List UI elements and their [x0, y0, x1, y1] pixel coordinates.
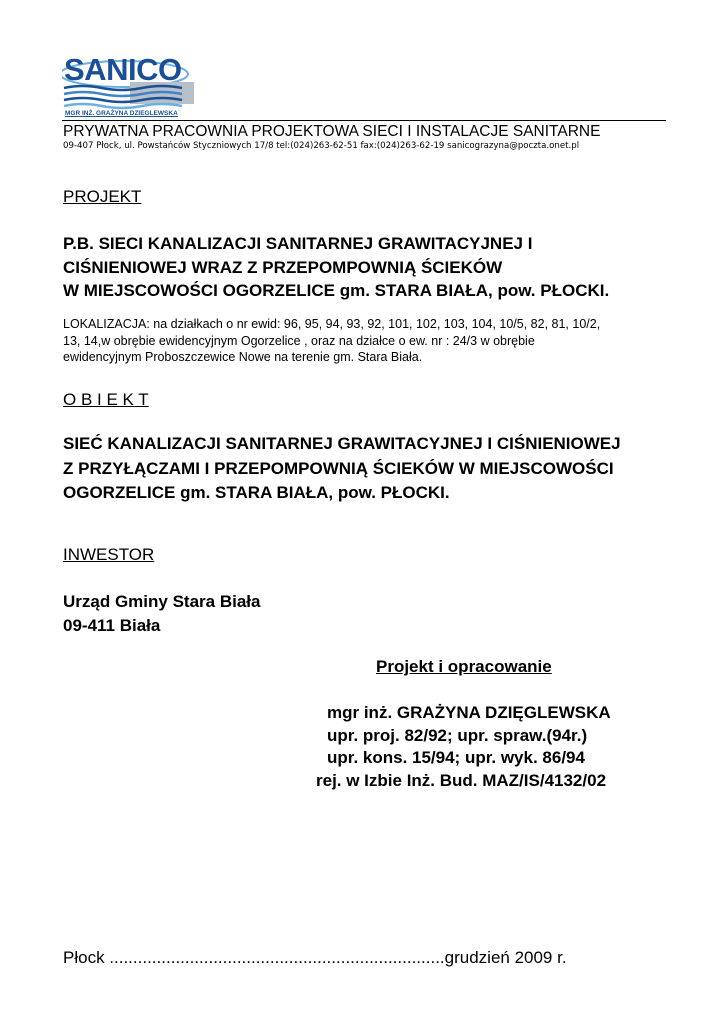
location-text	[63, 316, 600, 366]
location-line: ewidencyjnym Proboszczewice Nowe na terenie gm. Stara Biała.	[63, 350, 423, 364]
obiekt-title-line: OGORZELICE gm. STARA BIAŁA, pow. PŁOCKI.	[63, 483, 450, 502]
logo-brand: SANICO	[64, 52, 182, 87]
projekt-title-line: P.B. SIECI KANALIZACJI SANITARNEJ GRAWITACYJNEJ I	[63, 234, 533, 253]
inwestor-heading: INWESTOR	[63, 545, 155, 564]
projekt-heading: PROJEKT	[63, 187, 142, 206]
location-line: 13, 14,w obrębie ewidencyjnym Ogorzelice , oraz na działce o ew. nr : 24/3 w obrębie	[63, 333, 535, 348]
obiekt-heading: O B I E K T	[63, 390, 149, 409]
author-registration: rej. w Izbie Inż. Bud. MAZ/IS/4132/02	[316, 771, 607, 790]
projekt-title	[63, 232, 609, 303]
author-credential: upr. proj. 82/92; upr. spraw.(94r.)	[327, 726, 588, 745]
author-credential: upr. kons. 15/94; upr. wyk. 86/94	[327, 748, 585, 767]
projekt-title-line: CIŚNIENIOWEJ WRAZ Z PRZEPOMPOWNIĄ ŚCIEKÓW	[63, 257, 503, 277]
author-name: mgr inż. GRAŻYNA DZIĘGLEWSKA	[327, 703, 611, 722]
projekt-title-line: W MIEJSCOWOŚCI OGORZELICE gm. STARA BIAŁA, pow. PŁOCKI.	[63, 281, 610, 300]
inwestor-line: 09-411 Biała	[63, 615, 161, 635]
firm-address: 09-407 Płock, ul. Powstańców Styczniowych 17/8 tel:(024)263-62-51 fax:(024)263-62-19 sanicograzyna@poczta.onet.pl	[63, 141, 580, 151]
place-date: Płock .......................................................................grudzień 2009 r.	[63, 948, 567, 967]
obiekt-title-line: SIEĆ KANALIZACJI SANITARNEJ GRAWITACYJNEJ I CIŚNIENIOWEJ	[63, 434, 621, 453]
location-line: LOKALIZACJA: na działkach o nr ewid: 96, 95, 94, 93, 92, 101, 102, 103, 104, 10/5, 82, 81, 10/2,	[63, 317, 601, 331]
inwestor-line: Urząd Gminy Stara Biała	[63, 592, 261, 611]
sanico-logo	[62, 54, 196, 120]
inwestor-name	[63, 590, 260, 637]
obiekt-title	[63, 432, 621, 506]
opracowanie-heading: Projekt i opracowanie	[376, 657, 552, 676]
header-rule	[62, 120, 666, 121]
obiekt-title-line: Z PRZYŁĄCZAMI I PRZEPOMPOWNIĄ ŚCIEKÓW W MIEJSCOWOŚCI	[63, 458, 614, 478]
firm-name: PRYWATNA PRACOWNIA PROJEKTOWA SIECI I INSTALACJE SANITARNE	[63, 123, 601, 140]
logo-subtitle: MGR INŻ. GRAŻYNA DZIEGLEWSKA	[65, 110, 178, 117]
